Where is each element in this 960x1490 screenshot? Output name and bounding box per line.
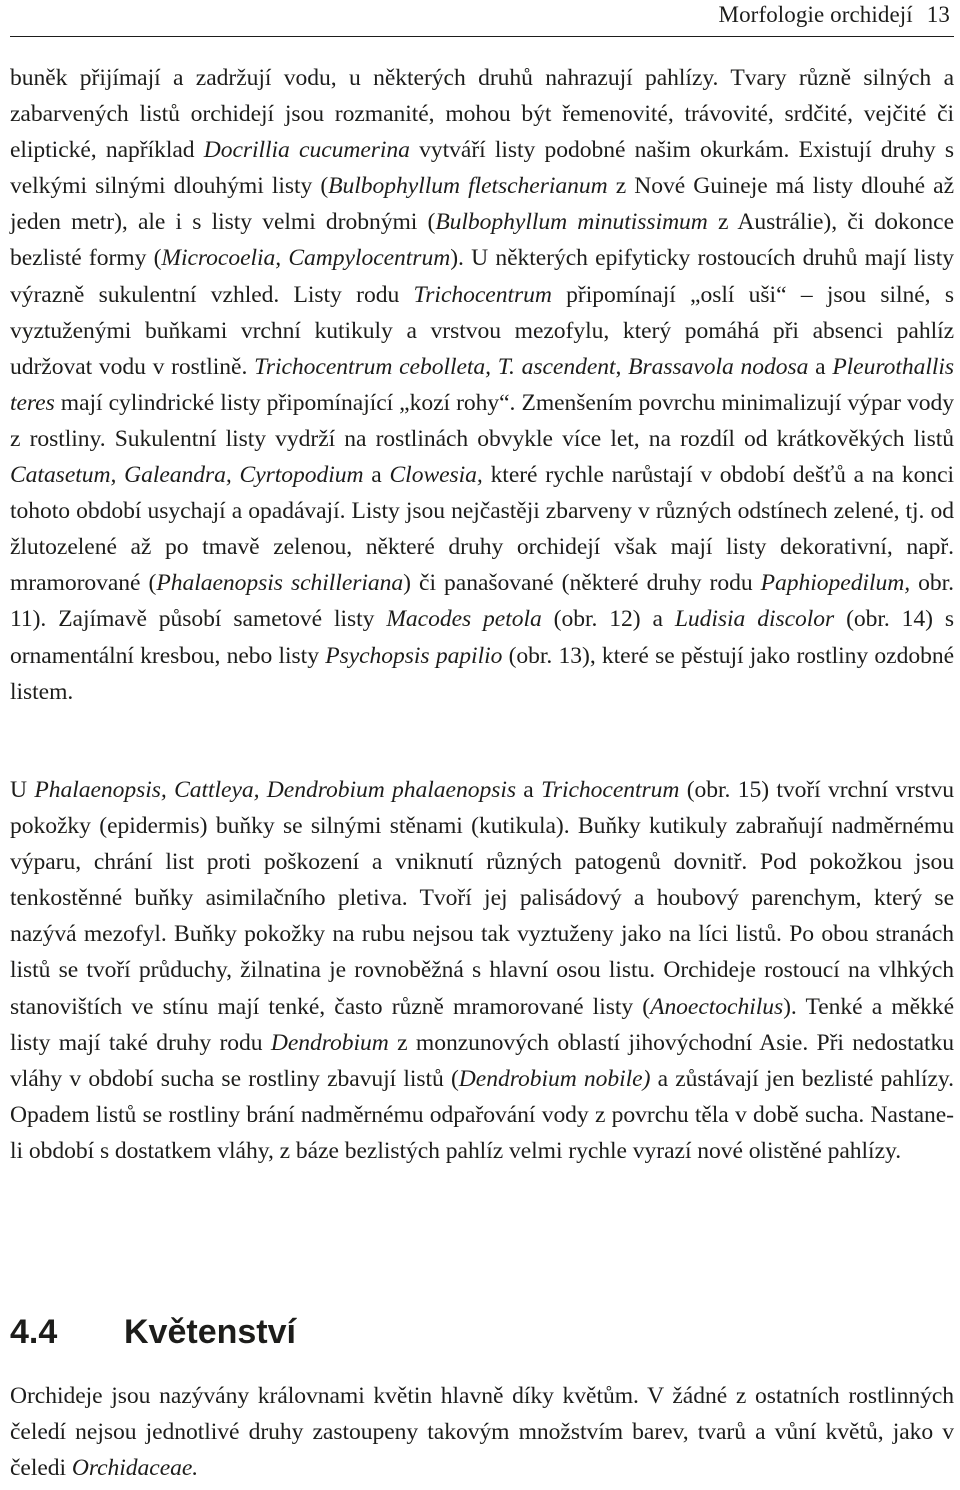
italic-text-run: Trichocentrum (541, 777, 680, 803)
text-run: buněk přijímají a zadržují vodu, u některých druhů nahrazují pahlízy. Tvary různě silných a zabarvených listů orchidejí jsou rozmanité, mohou být řemenovité, trávovité, srdčité, vejčité či eliptické, například (10, 65, 954, 164)
running-head-text (719, 2, 950, 28)
italic-text-run: Phalaenopsis, Cattleya, Dendrobium phalaenopsis (34, 777, 516, 803)
italic-text-run: Psychopsis papilio (325, 642, 503, 669)
italic-text-run: Catasetum, Galeandra, Cyrtopodium (10, 462, 364, 489)
text-run: a (808, 353, 833, 380)
italic-text-run: Clowesia, (389, 462, 483, 489)
italic-text-run: Bulbophyllum fletscherianum (328, 173, 608, 200)
text-run: (obr. 15) tvoří vrchní vrstvu pokožky (epidermis) buňky se silnými stěnami (kutikula). Buňky kutikuly zabraňují nadměrnému výparu, chrání list proti poškození a vniknutí různých patogenů dovnitř. Pod pokožkou jsou tenkostěnné buňky asimilačního pletiva. Tvoří jej palisádový a houbový parenchym, který se nazývá mezofyl. Buňky pokožky na rubu nejsou tak vyztuženy jako na líci listů. Po obou stranách listů se tvoří průduchy, žilnatina je rovnoběžná s hlavní osou listu. Orchideje rostoucí na vlhkých stanovištích ve stínu mají tenké, často různě mramorované listy ( (10, 777, 955, 1020)
italic-text-run: Bulbophyllum minutissimum (435, 209, 708, 236)
section-number: 4.4 (10, 1313, 58, 1351)
text-run: , (615, 353, 629, 380)
italic-text-run: Docrillia cucumerina (203, 137, 410, 164)
italic-text-run: Anoectochilus (650, 993, 784, 1020)
text-run: obr. 11). Zajímavě působí sametové listy (10, 570, 954, 633)
italic-text-run: Ludisia discolor (674, 606, 835, 633)
italic-text-run: Phalaenopsis schilleriana (156, 570, 404, 597)
text-run: ) či panašované (některé druhy rodu (403, 570, 761, 597)
text-run: ). Tenké a měkké listy mají také druhy rodu (10, 993, 954, 1056)
text-run: U (10, 777, 35, 803)
italic-text-run: Pleurothallis teres (10, 353, 954, 416)
text-run: (obr. 14) s ornamentální kresbou, nebo listy (10, 606, 955, 669)
text-run: vytváří listy podobné našim okurkám. Existují druhy s velkými silnými dlouhými listy ( (10, 137, 954, 200)
paragraph-leaves (10, 60, 954, 710)
section-heading (10, 1310, 296, 1354)
text-run: a (515, 777, 542, 803)
text-run: Orchideje jsou nazývány královnami květin hlavně díky květům. V žádné z ostatních rostlinných čeledí nejsou jednotlivé druhy zastoupeny takovým množstvím barev, tvarů a vůní květů, jako v čeledi (10, 1383, 954, 1482)
italic-text-run: Orchidaceae. (71, 1455, 199, 1482)
italic-text-run: Microcoelia, Campylocentrum (161, 245, 451, 272)
text-run: z Nové Guineje má listy dlouhé až jeden metr), ale i s listy velmi drobnými ( (10, 173, 954, 236)
text-run: ). U některých epifyticky rostoucích druhů mají listy výrazně sukulentní vzhled. Listy rodu (10, 245, 955, 308)
text-run: připomínají „oslí uši“ – jsou silné, s vyztuženými buňkami vrchní kutikuly a vrstvou mezofylu, který pomáhá při absenci pahlíz udržovat vodu v rostlině. (10, 281, 954, 380)
text-run: a zůstávají jen bezlisté pahlízy. Opadem listů se rostliny brání nadměrnému odpařování vody z povrchu těla v době sucha. Nastane-li období s dostatkem vláhy, z báze bezlistých pahlíz velmi rychle vyrazí nové olistěné pahlízy. (10, 1065, 954, 1164)
text-run: (obr. 12) a (541, 606, 675, 633)
text-run: z monzunových oblastí jihovýchodní Asie. Při nedostatku vláhy v období sucha se rostliny zbavují listů ( (10, 1029, 955, 1092)
italic-text-run: Dendrobium (270, 1029, 389, 1056)
italic-text-run: Dendrobium nobile) (458, 1065, 651, 1092)
italic-text-run: Trichocentrum cebolleta, T. ascendent (254, 353, 616, 380)
running-head-title: Morfologie orchidejí (718, 2, 913, 27)
section-title: Květenství (124, 1313, 296, 1351)
paragraph-epidermis (10, 772, 954, 1169)
italic-text-run: Paphiopedilum, (760, 570, 911, 597)
text-run: a (363, 462, 390, 489)
paragraph-inflorescence (10, 1378, 954, 1486)
text-run: z Austrálie), či dokonce bezlisté formy ( (10, 209, 954, 272)
text-run: (obr. 13), které se pěstují jako rostliny ozdobné listem. (10, 642, 954, 705)
italic-text-run: Macodes petola (386, 606, 542, 633)
text-run: mají cylindrické listy připomínající „kozí rohy“. Zmenšením povrchu minimalizují výpar vody z rostliny. Sukulentní listy vydrží na rostlinách obvykle více let, na rozdíl od krátkověkých listů (10, 389, 954, 452)
page-number: 13 (926, 2, 950, 27)
italic-text-run: Trichocentrum (413, 281, 552, 308)
running-head (10, 0, 954, 37)
text-run: které rychle narůstají v období dešťů a na konci tohoto období usychají a opadávají. Listy jsou nejčastěji zbarveny v různých odstínech zelené, tj. od žlutozelené až po tmavě zelenou, některé druhy orchidejí však mají listy dekorativní, např. mramorované ( (10, 462, 954, 597)
italic-text-run: Brassavola nodosa (628, 353, 809, 380)
